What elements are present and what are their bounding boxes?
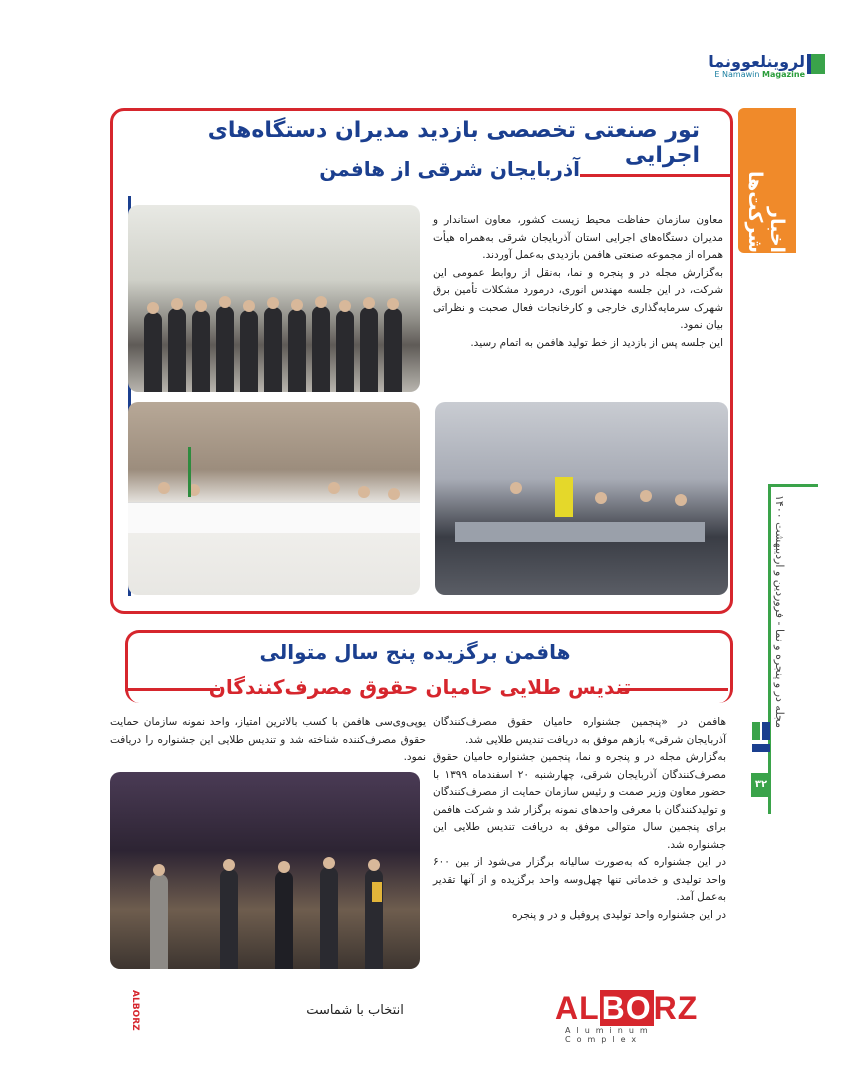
article1-title: تور صنعتی تخصصی بازدید مدیران دستگاه‌های اجرایی <box>207 118 700 168</box>
article1-paragraph: معاون سازمان حفاظت محیط زیست کشور، معاون استاندار و مدیران دستگاه‌های اجرایی استان آذربایجان شرقی به‌همراه هیأت همراه از مجموعه صنعتی هافمن بازدیدی به‌عمل آوردند. <box>433 214 723 261</box>
article1-subtitle: آذربایجان شرقی از هافمن <box>319 157 580 181</box>
alborz-logo-subtitle: Aluminum Complex <box>565 1026 654 1044</box>
magazine-logo-english: E Namawin Magazine <box>714 70 805 79</box>
article2-paragraph: در این جشنواره واحد تولیدی پروفیل و در و پنجره <box>512 908 726 921</box>
production-line-photo <box>435 402 728 595</box>
title-underline <box>580 174 730 177</box>
article1-paragraph: به‌گزارش مجله در و پنجره و نما، به‌نقل از روابط عمومی این شرکت، در این جلسه مهندس انوری، درمورد مشکلات تأمین برق شهرک سرمایه‌گذاری خارجی و کارخانجات فعال صحبت و نظراتی بیان نمود. <box>433 266 723 331</box>
page-number: ۳۲ <box>751 773 771 797</box>
magazine-masthead <box>625 52 825 82</box>
alborz-logo-text: RZ <box>653 990 699 1026</box>
masthead-green-bar <box>811 54 825 74</box>
sidebar-rule <box>768 484 818 487</box>
alborz-logo <box>555 990 730 1044</box>
article2-body-left <box>110 714 426 767</box>
article1-body <box>433 212 723 352</box>
award-ceremony-photo <box>110 772 420 969</box>
article2-subtitle: تندیس طلایی حامیان حقوق مصرف‌کنندگان <box>208 675 632 699</box>
alborz-logo-text: BO <box>601 990 652 1026</box>
article2-paragraph: یوپی‌وی‌سی هافمن با کسب بالاترین امتیاز، واحد نمونه سازمان حمایت حقوق مصرف‌کننده شناخته شد و تندیس طلایی این جشنواره را دریافت نمود. <box>110 716 426 763</box>
alborz-logo-text: AL <box>555 990 600 1026</box>
section-tab <box>738 108 796 253</box>
article2-paragraph: هافمن در «پنجمین جشنواره حامیان حقوق مصرف‌کنندگان آذربایجان شرقی» بازهم موفق به دریافت تندیس طلایی شد. <box>433 716 726 746</box>
article2-paragraph: در این جشنواره که به‌صورت سالیانه برگزار می‌شود از بین ۶۰۰ واحد تولیدی و خدماتی تنها چهل‌وسه واحد برگزیده و از آنها تقدیر به‌عمل آمد. <box>433 856 726 903</box>
article2-body-right <box>433 714 726 924</box>
article2-paragraph: به‌گزارش مجله در و پنجره و نما، پنجمین جشنواره حامیان حقوق مصرف‌کنندگان آذربایجان شرقی، چهارشنبه ۲۰ اسفندماه ۱۳۹۹ با حضور معاون وزیر صمت و رئیس سازمان حمایت از مصرف‌کنندگان و تولیدکنندگان با معرفی واحدهای نمونه برگزار شد و شرکت هافمن برای پنجمین سال متوالی موفق به دریافت تندیس طلایی این جشنواره شد. <box>433 751 726 851</box>
magazine-logo-icon <box>750 720 772 765</box>
issue-info: مجله در و پنجره و نما - فروردین و اردیبهشت ۱۴۰۰ <box>773 495 786 728</box>
masthead-blue-bar <box>807 54 811 74</box>
meeting-room-photo <box>128 402 420 595</box>
article2-title: هافمن برگزیده پنج سال متوالی <box>259 640 571 664</box>
article1-paragraph: این جلسه پس از بازدید از خط تولید هافمن به اتمام رسید. <box>470 336 723 349</box>
vertical-brand-mark: ALBORZ <box>130 990 140 1031</box>
section-tab-label: اخبار شرکت‌ها <box>744 171 788 253</box>
magazine-logo-text: لروینلعوونما <box>708 52 805 71</box>
ad-slogan: انتخاب با شماست <box>306 1003 404 1018</box>
group-photo-factory <box>128 205 420 392</box>
